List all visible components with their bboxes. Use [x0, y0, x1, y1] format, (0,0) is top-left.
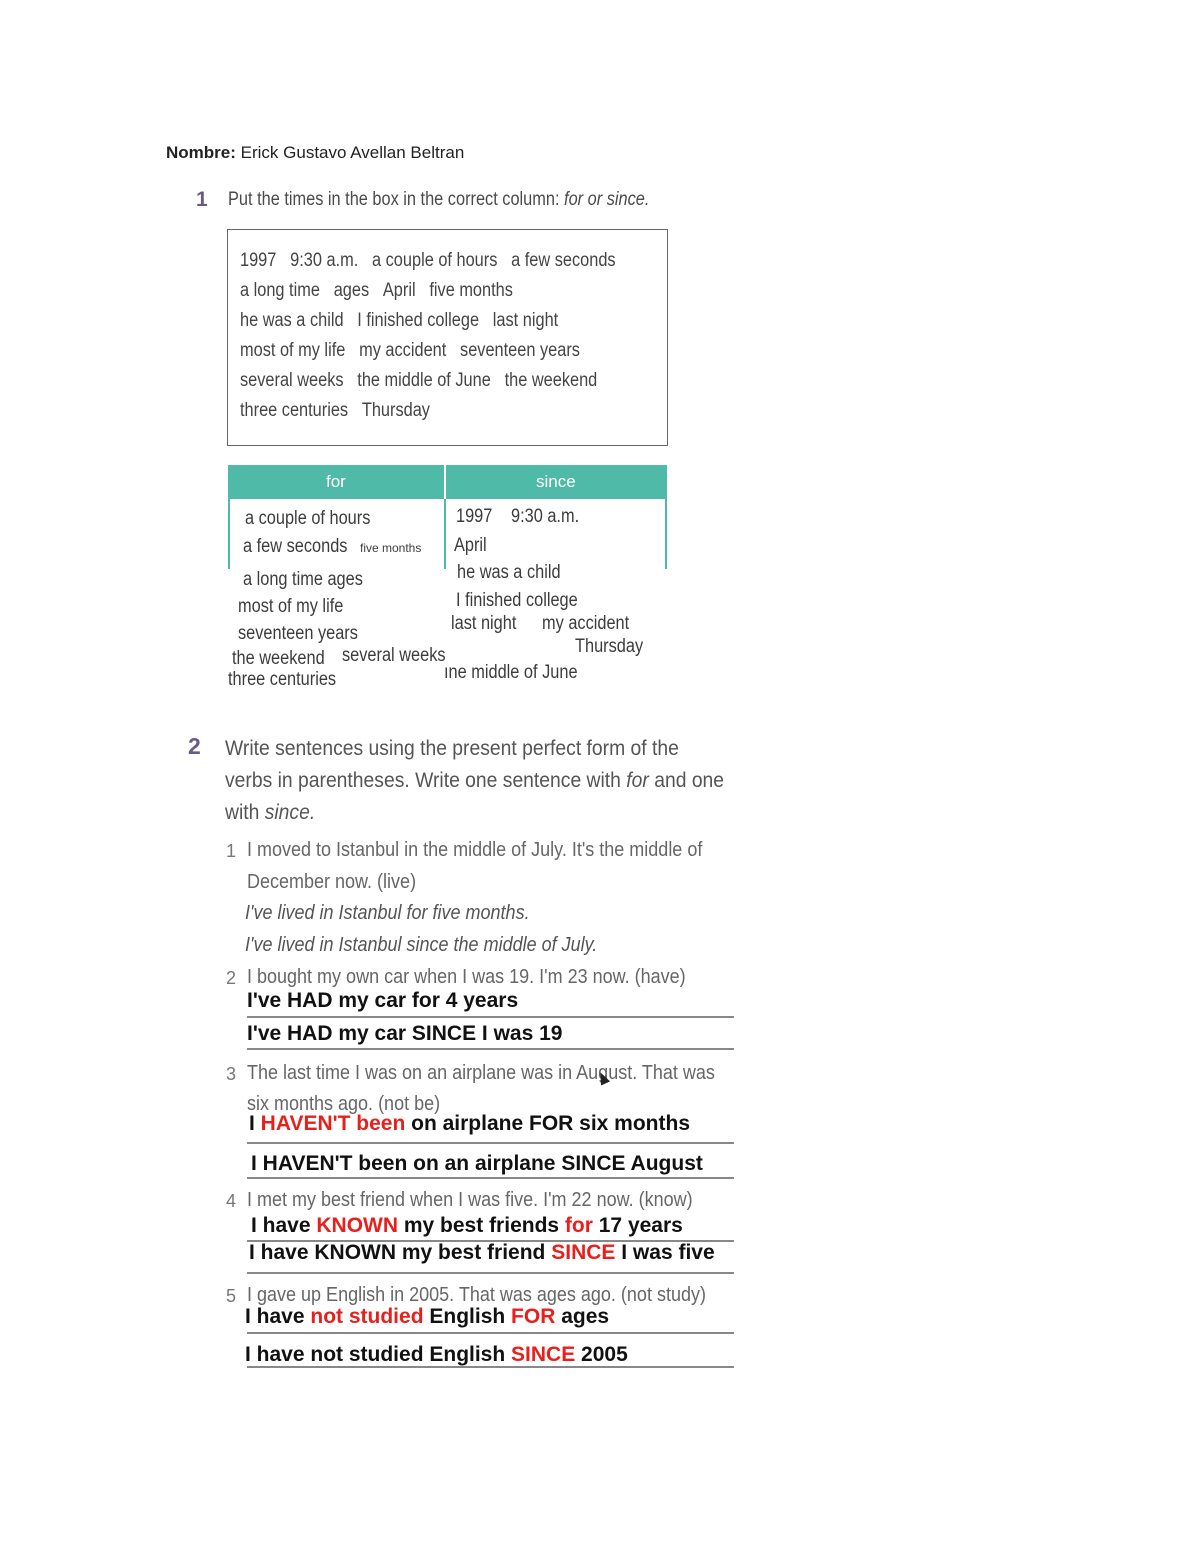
question-text: I met my best friend when I was five. I'm 22 now. (know): [247, 1189, 693, 1211]
for-since-table-header: [228, 465, 667, 499]
answer-line: [245, 1305, 609, 1329]
for-item: several weeks: [342, 645, 446, 666]
for-item: most of my life: [238, 596, 344, 617]
table-middle-border: [444, 499, 446, 569]
answer-line: I've HAD my car for 4 years: [247, 989, 519, 1012]
for-item: a long time ages: [243, 569, 363, 590]
question-text: I bought my own car when I was 19. I'm 23 now. (have): [247, 966, 686, 988]
word-item: most of my life: [240, 340, 346, 361]
word-box-row: [240, 310, 572, 332]
word-box-row: [240, 250, 629, 272]
student-name-line: [166, 143, 464, 163]
for-item: a couple of hours: [245, 508, 371, 529]
answer-highlight: FOR: [511, 1305, 556, 1328]
word-item: the weekend: [504, 370, 598, 391]
instruction-line: [225, 765, 724, 797]
question-text: The last time I was on an airplane was in August. That was: [247, 1062, 715, 1084]
answer-text: 2005: [575, 1343, 628, 1366]
word-item: a couple of hours: [372, 250, 498, 271]
answer-text: I have: [251, 1214, 317, 1237]
for-item: the weekend: [232, 648, 325, 669]
word-item: Thursday: [361, 400, 430, 421]
since-column-header: since: [536, 472, 576, 491]
question-number: 3: [226, 1064, 237, 1084]
answer-rule: [247, 1142, 734, 1144]
word-item: I finished college: [357, 310, 480, 331]
word-item: last night: [492, 310, 559, 331]
table-left-border: [228, 499, 230, 569]
word-box-row: [240, 400, 444, 422]
for-item: a few seconds: [243, 536, 348, 557]
answer-text: I have not studied English: [245, 1343, 512, 1366]
exercise-1-instruction: [228, 189, 649, 211]
word-item: ages: [333, 280, 370, 301]
word-item: 9:30 a.m.: [290, 250, 359, 271]
word-box-row: [240, 280, 527, 302]
word-box-row: [240, 370, 611, 392]
answer-highlight: KNOWN: [316, 1214, 399, 1237]
example-answer: I've lived in Istanbul since the middle of July.: [245, 934, 598, 956]
for-item: three centuries: [228, 669, 337, 690]
word-item: 1997: [240, 250, 277, 271]
answer-highlight: not studied: [310, 1305, 424, 1328]
answer-line: [249, 1112, 690, 1136]
table-right-border: [665, 499, 667, 569]
header-divider: [444, 465, 446, 499]
question-text: I gave up English in 2005. That was ages ago. (not study): [247, 1284, 706, 1306]
instruction-line: [225, 797, 724, 829]
since-item: 1997: [456, 506, 493, 527]
answer-rule: [247, 1332, 734, 1334]
since-item: my accident: [542, 613, 630, 634]
answer-line: [245, 1343, 628, 1367]
answer-rule: [247, 1366, 734, 1368]
since-item: last night: [451, 613, 517, 634]
answer-line: I've HAD my car SINCE I was 19: [247, 1022, 563, 1045]
word-item: my accident: [359, 340, 447, 361]
answer-line: [249, 1241, 715, 1265]
instruction-text: Put the times in the box in the correct column:: [228, 189, 565, 210]
question-number: 1: [226, 841, 237, 861]
word-box: [227, 229, 668, 446]
instruction-italic: for: [626, 769, 649, 792]
question-text: six months ago. (not be): [247, 1093, 441, 1115]
for-item-small: five months: [360, 541, 422, 555]
answer-text: I have KNOWN my best friend: [249, 1241, 552, 1264]
answer-rule: [247, 1048, 734, 1050]
word-item: April: [382, 280, 416, 301]
answer-rule: [247, 1177, 734, 1179]
question-text: I moved to Istanbul in the middle of July. It's the middle of: [247, 839, 703, 861]
answer-text: 17 years: [592, 1214, 683, 1237]
answer-text: I: [249, 1112, 261, 1135]
answer-text: ages: [555, 1305, 610, 1328]
answer-highlight: SINCE: [551, 1241, 616, 1264]
for-column-header: for: [326, 472, 346, 491]
answer-rule: [247, 1272, 734, 1274]
answer-text: English: [423, 1305, 512, 1328]
since-item: he was a child: [457, 562, 561, 583]
answer-line: I HAVEN'T been on an airplane SINCE August: [251, 1152, 703, 1175]
instruction-text: with: [225, 801, 265, 824]
answer-highlight: SINCE: [511, 1343, 576, 1366]
instruction-line: Write sentences using the present perfect form of the: [225, 737, 679, 760]
question-number: 4: [226, 1191, 237, 1211]
since-item: Thursday: [575, 636, 644, 657]
word-item: five months: [429, 280, 513, 301]
answer-text: my best friends: [398, 1214, 565, 1237]
exercise-2-instruction: [225, 733, 724, 829]
word-item: several weeks: [240, 370, 344, 391]
word-item: a long time: [240, 280, 320, 301]
word-item: three centuries: [240, 400, 349, 421]
answer-line: [251, 1214, 683, 1238]
answer-highlight: for: [564, 1214, 593, 1237]
answer-rule: [247, 1016, 734, 1018]
instruction-italic: for or since.: [564, 189, 650, 210]
student-name: Erick Gustavo Avellan Beltran: [240, 143, 465, 162]
exercise-2-number: 2: [188, 733, 201, 759]
instruction-text: and one: [648, 769, 725, 792]
word-item: the middle of June: [357, 370, 491, 391]
instruction-text: verbs in parentheses. Write one sentence with: [225, 769, 627, 792]
example-answer: I've lived in Istanbul for five months.: [245, 902, 530, 924]
word-box-row: [240, 340, 594, 362]
word-item: seventeen years: [460, 340, 580, 361]
instruction-italic: since.: [264, 801, 316, 824]
since-item: April: [454, 535, 487, 556]
for-item-row: [243, 536, 364, 558]
since-item: ıne middle of June: [444, 662, 578, 683]
word-item: he was a child: [240, 310, 344, 331]
exercise-1-number: 1: [196, 188, 208, 211]
for-item: seventeen years: [238, 623, 358, 644]
question-number: 2: [226, 968, 237, 988]
question-text: December now. (live): [247, 871, 417, 893]
name-label: Nombre:: [166, 143, 236, 162]
answer-text: I have: [245, 1305, 311, 1328]
answer-highlight: HAVEN'T been: [260, 1112, 406, 1135]
answer-text: on airplane FOR six months: [405, 1112, 691, 1135]
question-number: 5: [226, 1286, 237, 1306]
since-item: I finished college: [456, 590, 578, 611]
since-item: 9:30 a.m.: [511, 506, 580, 527]
word-item: a few seconds: [511, 250, 616, 271]
answer-text: I was five: [615, 1241, 715, 1264]
